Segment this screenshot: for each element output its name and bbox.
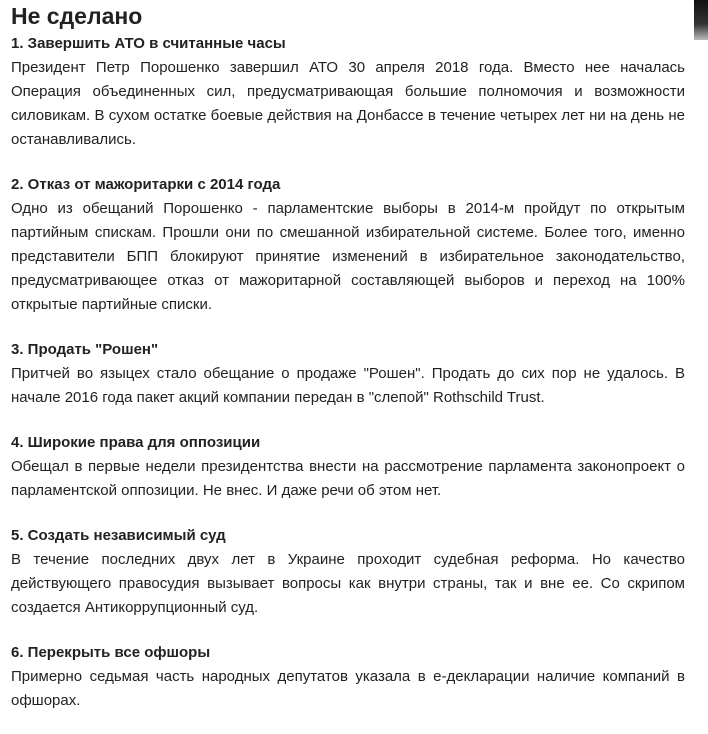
list-item: [11, 338, 685, 410]
item-text: Одно из обещаний Порошенко - парламентские выборы в 2014-м пройдут по открытым партийным спискам. Прошли они по смешанной избирательной системе. Более того, именно представители БПП блокируют принятие изменений в избирательное законодательство, предусматривающее отказ от мажоритарной составляющей выборов и переход на 100% открытые партийные списки.: [11, 200, 685, 313]
item-text: В течение последних двух лет в Украине проходит судебная реформа. Но качество действующего правосудия вызывает вопросы как внутри страны, так и вне ее. Со скрипом создается Антикоррупционный суд.: [11, 551, 685, 616]
item-text: Притчей во языцех стало обещание о продаже "Рошен". Продать до сих пор не удалось. В начале 2016 года пакет акций компании передан в "слепой" Rothschild Trust.: [11, 365, 685, 406]
item-text: Примерно седьмая часть народных депутатов указала в е-декларации наличие компаний в офшорах.: [11, 668, 685, 709]
item-heading: 5. Создать независимый суд: [11, 527, 226, 544]
list-item: [11, 431, 685, 503]
item-text: Обещал в первые недели президентства внести на рассмотрение парламента законопроект о парламентской оппозиции. Не внес. И даже речи об этом нет.: [11, 458, 685, 499]
list-item: [11, 641, 685, 713]
item-heading: 3. Продать "Рошен": [11, 341, 159, 358]
list-item: [11, 32, 685, 152]
item-heading: 1. Завершить АТО в считанные часы: [11, 35, 286, 52]
item-text: Президент Петр Порошенко завершил АТО 30 апреля 2018 года. Вместо нее началась Операция объединенных сил, предусматривающая большие полномочия и возможности силовикам. В сухом остатке боевые действия на Донбассе в течение четырех лет ни на день не останавливались.: [11, 59, 685, 148]
item-heading: 2. Отказ от мажоритарки с 2014 года: [11, 176, 281, 193]
list-item: [11, 173, 685, 317]
page-title: Не сделано: [11, 3, 143, 29]
article-body: [11, 0, 685, 734]
item-heading: 6. Перекрыть все офшоры: [11, 644, 211, 661]
list-item: [11, 524, 685, 620]
corner-decoration: [694, 0, 708, 40]
item-heading: 4. Широкие права для оппозиции: [11, 434, 261, 451]
